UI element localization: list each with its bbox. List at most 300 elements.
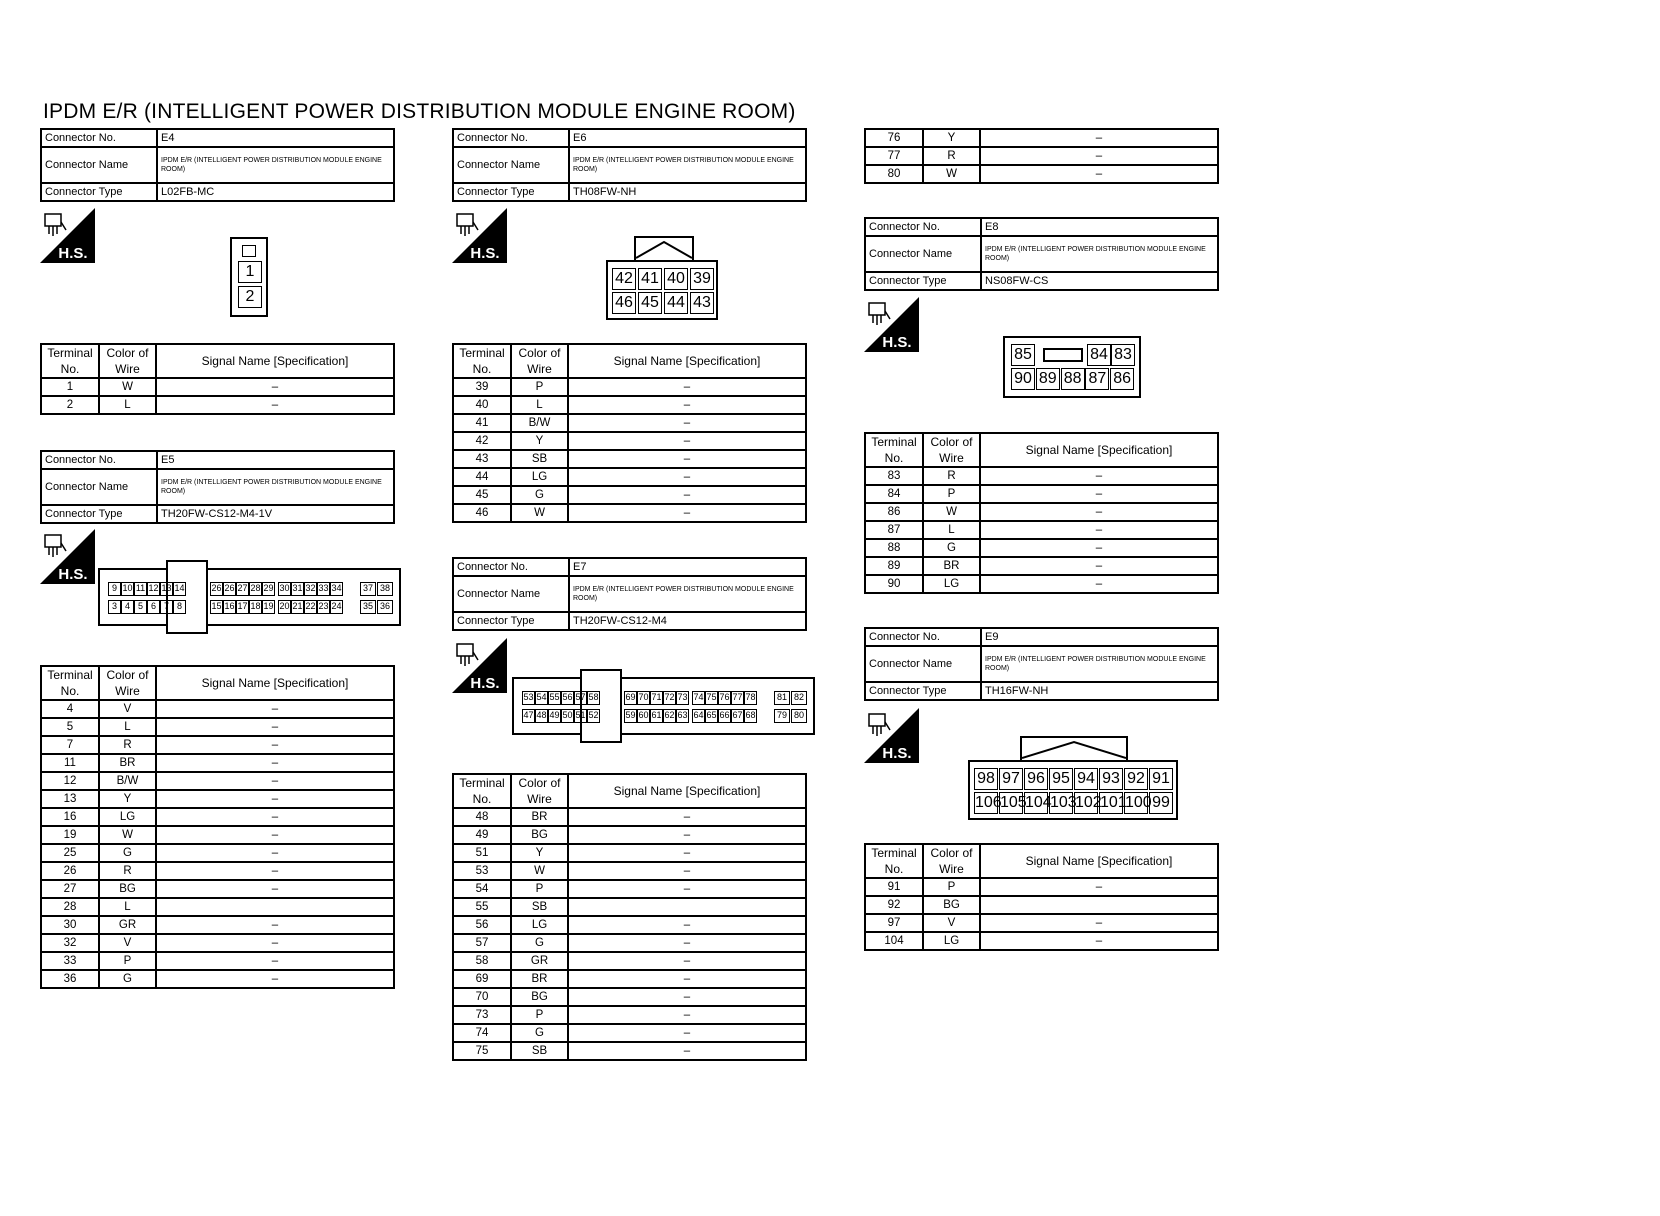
signal-name: [568, 898, 806, 916]
table-row: [453, 1024, 806, 1042]
terminal-no: 44: [453, 468, 511, 486]
signal-name: –: [156, 396, 394, 414]
signal-name: –: [568, 1042, 806, 1060]
connector-no-value: E7: [569, 558, 806, 576]
terminal-no: 58: [453, 952, 511, 970]
terminal-no: 11: [41, 754, 99, 772]
pin-cell: 6: [147, 600, 160, 614]
table-row: [865, 165, 1218, 183]
table-row: [453, 970, 806, 988]
terminal-no: 4: [41, 700, 99, 718]
pin-cell: 70: [637, 691, 650, 705]
table-row: [453, 414, 806, 432]
wire-color: BG: [511, 988, 568, 1006]
pin-cell: 54: [535, 691, 548, 705]
terminal-no: 76: [865, 129, 923, 147]
table-row: [41, 378, 394, 396]
pin-cell: 91: [1149, 768, 1173, 790]
pin-cell: 20: [278, 600, 291, 614]
connector-name-label: Connector Name: [453, 576, 569, 612]
hs-label: H.S.: [882, 334, 912, 351]
table-row: [453, 826, 806, 844]
pin-cell: 52: [587, 709, 600, 723]
signal-name-header: Signal Name [Specification]: [156, 344, 394, 378]
signal-name: –: [568, 970, 806, 988]
table-row: [41, 736, 394, 754]
wire-color: B/W: [99, 772, 156, 790]
signal-name: –: [156, 952, 394, 970]
wire-color: G: [511, 934, 568, 952]
signal-name: –: [568, 862, 806, 880]
wire-color: B/W: [511, 414, 568, 432]
table-row: [41, 826, 394, 844]
pin-cell: 60: [637, 709, 650, 723]
pin-cell: 63: [676, 709, 689, 723]
table-row: [41, 808, 394, 826]
table-row: [453, 862, 806, 880]
wire-color: BG: [923, 896, 980, 914]
pin-cell: 106: [974, 792, 998, 814]
signal-name: –: [156, 754, 394, 772]
wire-color: G: [923, 539, 980, 557]
wire-color: GR: [511, 952, 568, 970]
harness-side-icon: [452, 638, 507, 693]
table-row: [41, 862, 394, 880]
pin-cell: 66: [718, 709, 731, 723]
pin-cell: 43: [690, 292, 714, 314]
terminal-no: 12: [41, 772, 99, 790]
terminal-no: 45: [453, 486, 511, 504]
pin-cell: 11: [134, 582, 147, 596]
pin-cell: 104: [1024, 792, 1048, 814]
wire-color: LG: [923, 575, 980, 593]
signal-name: –: [980, 485, 1218, 503]
terminal-no: 75: [453, 1042, 511, 1060]
table-row: [453, 916, 806, 934]
terminal-no: 97: [865, 914, 923, 932]
table-row: [865, 914, 1218, 932]
terminal-no: 30: [41, 916, 99, 934]
signal-name: –: [568, 988, 806, 1006]
wire-color: W: [99, 378, 156, 396]
wire-color: P: [511, 1006, 568, 1024]
harness-side-icon: [452, 208, 507, 263]
connector-face-e9: [968, 760, 1178, 820]
terminal-no: 70: [453, 988, 511, 1006]
pin-cell: 12: [147, 582, 160, 596]
signal-name: –: [156, 826, 394, 844]
wire-color: Y: [511, 844, 568, 862]
wire-color: R: [99, 862, 156, 880]
wire-color: L: [99, 718, 156, 736]
terminal-no: 55: [453, 898, 511, 916]
table-row: [453, 1006, 806, 1024]
pin-cell: 47: [522, 709, 535, 723]
pin-cell: 33: [317, 582, 330, 596]
terminal-table-e8: [864, 432, 1219, 594]
terminal-no: 89: [865, 557, 923, 575]
terminal-no: 25: [41, 844, 99, 862]
terminal-table-e5: [40, 665, 395, 989]
pin-cell: 74: [692, 691, 705, 705]
table-row: [453, 504, 806, 522]
table-row: [453, 898, 806, 916]
terminal-no: 49: [453, 826, 511, 844]
pin-cell: 93: [1099, 768, 1123, 790]
wire-color: L: [99, 898, 156, 916]
pin-cell: 102: [1074, 792, 1098, 814]
table-row: [453, 844, 806, 862]
connector-no-value: E6: [569, 129, 806, 147]
pin-cell: 101: [1099, 792, 1123, 814]
table-row: [865, 896, 1218, 914]
pin-cell: 72: [663, 691, 676, 705]
connector-face-e6: [606, 260, 718, 320]
table-row: [41, 396, 394, 414]
signal-name: –: [980, 503, 1218, 521]
connector-type-label: Connector Type: [41, 183, 157, 201]
connector-type-value: L02FB-MC: [157, 183, 394, 201]
signal-name: –: [156, 844, 394, 862]
color-of-wire-header: Color of Wire: [511, 774, 568, 808]
signal-name: [156, 898, 394, 916]
signal-name: –: [980, 575, 1218, 593]
pin-cell: 35: [360, 600, 376, 614]
signal-name: –: [568, 378, 806, 396]
connector-info-e8: [864, 217, 1219, 291]
pin-cell: 3: [108, 600, 121, 614]
pin-cell: 1: [238, 261, 262, 283]
terminal-no: 87: [865, 521, 923, 539]
wire-color: V: [99, 700, 156, 718]
wire-color: SB: [511, 898, 568, 916]
terminal-no: 83: [865, 467, 923, 485]
pin-cell: 18: [249, 600, 262, 614]
table-row: [41, 700, 394, 718]
signal-name: –: [156, 378, 394, 396]
pin-cell: 38: [377, 582, 393, 596]
terminal-no-header: Terminal No.: [865, 433, 923, 467]
table-row: [453, 432, 806, 450]
signal-name: –: [568, 1024, 806, 1042]
pin-cell: 59: [624, 709, 637, 723]
table-row: [453, 468, 806, 486]
pin-cell: 51: [574, 709, 587, 723]
pin-cell: 5: [134, 600, 147, 614]
wire-color: L: [923, 521, 980, 539]
table-row: [865, 932, 1218, 950]
signal-name: –: [980, 147, 1218, 165]
pin-cell: 40: [664, 268, 688, 290]
connector-type-label: Connector Type: [453, 612, 569, 630]
connector-info-e6: [452, 128, 807, 202]
signal-name: –: [156, 808, 394, 826]
terminal-table-e6: [452, 343, 807, 523]
connector-name-label: Connector Name: [453, 147, 569, 183]
pin-cell: 83: [1111, 344, 1135, 366]
wire-color: BR: [511, 808, 568, 826]
table-row: [41, 898, 394, 916]
table-row: [453, 808, 806, 826]
connector-name-label: Connector Name: [865, 646, 981, 682]
wire-color: P: [511, 880, 568, 898]
terminal-table-e4: [40, 343, 395, 415]
pin-cell: 44: [664, 292, 688, 314]
connector-no-label: Connector No.: [41, 451, 157, 469]
wire-color: BR: [99, 754, 156, 772]
connector-no-label: Connector No.: [41, 129, 157, 147]
signal-name: –: [980, 878, 1218, 896]
pin-cell: 56: [561, 691, 574, 705]
pin-cell: 94: [1074, 768, 1098, 790]
terminal-no: 56: [453, 916, 511, 934]
pin-cell: 87: [1085, 368, 1109, 390]
pin-cell: 49: [548, 709, 561, 723]
signal-name: –: [980, 914, 1218, 932]
table-row: [41, 772, 394, 790]
table-row: [865, 521, 1218, 539]
wire-color: LG: [511, 916, 568, 934]
terminal-no: 86: [865, 503, 923, 521]
signal-name: –: [980, 165, 1218, 183]
pin-cell: 77: [731, 691, 744, 705]
terminal-no: 91: [865, 878, 923, 896]
table-row: [41, 970, 394, 988]
table-row: [865, 878, 1218, 896]
table-row: [453, 450, 806, 468]
table-row: [453, 396, 806, 414]
signal-name: –: [568, 468, 806, 486]
signal-name: –: [156, 862, 394, 880]
table-row: [41, 880, 394, 898]
wire-color: SB: [511, 450, 568, 468]
pin-cell: 61: [650, 709, 663, 723]
signal-name: –: [568, 808, 806, 826]
terminal-no: 80: [865, 165, 923, 183]
wire-color: W: [511, 504, 568, 522]
terminal-no-header: Terminal No.: [453, 774, 511, 808]
table-row: [41, 718, 394, 736]
terminal-table-e7: [452, 773, 807, 1061]
terminal-no: 53: [453, 862, 511, 880]
connector-info-e4: [40, 128, 395, 202]
wire-color: P: [511, 378, 568, 396]
connector-no-value: E5: [157, 451, 394, 469]
signal-name: –: [568, 396, 806, 414]
terminal-no: 54: [453, 880, 511, 898]
connector-face-e7: [512, 677, 815, 735]
wire-color: Y: [923, 129, 980, 147]
wire-color: LG: [511, 468, 568, 486]
table-row: [865, 575, 1218, 593]
wire-color: W: [923, 165, 980, 183]
signal-name: –: [568, 952, 806, 970]
signal-name-header: Signal Name [Specification]: [568, 774, 806, 808]
signal-name: –: [568, 934, 806, 952]
table-row: [865, 129, 1218, 147]
terminal-no: 32: [41, 934, 99, 952]
terminal-no: 77: [865, 147, 923, 165]
signal-name-header: Signal Name [Specification]: [156, 666, 394, 700]
signal-name: [980, 896, 1218, 914]
table-row: [865, 557, 1218, 575]
pin-cell: 24: [330, 600, 343, 614]
terminal-no-header: Terminal No.: [41, 666, 99, 700]
pin-cell: 73: [676, 691, 689, 705]
signal-name: –: [980, 557, 1218, 575]
pin-cell: 89: [1036, 368, 1060, 390]
pin-cell: 26: [223, 582, 236, 596]
terminal-no: 69: [453, 970, 511, 988]
signal-name: –: [156, 718, 394, 736]
wire-color: P: [923, 878, 980, 896]
pin-cell: 41: [638, 268, 662, 290]
terminal-table-e9: [864, 843, 1219, 951]
terminal-no: 88: [865, 539, 923, 557]
wire-color: V: [923, 914, 980, 932]
wire-color: BG: [511, 826, 568, 844]
pin-cell: 68: [744, 709, 757, 723]
table-row: [41, 844, 394, 862]
pin-cell: 46: [612, 292, 636, 314]
pin-cell: 76: [718, 691, 731, 705]
connector-no-value: E4: [157, 129, 394, 147]
terminal-no: 16: [41, 808, 99, 826]
pin-cell: 31: [291, 582, 304, 596]
pin-cell: 45: [638, 292, 662, 314]
terminal-no-header: Terminal No.: [453, 344, 511, 378]
hs-label: H.S.: [882, 745, 912, 762]
wire-color: G: [511, 486, 568, 504]
signal-name-header: Signal Name [Specification]: [980, 844, 1218, 878]
pin-cell: 32: [304, 582, 317, 596]
pin-cell: 15: [210, 600, 223, 614]
hs-label: H.S.: [58, 245, 88, 262]
pin-cell: 50: [561, 709, 574, 723]
connector-type-label: Connector Type: [865, 272, 981, 290]
signal-name: –: [156, 970, 394, 988]
connector-type-label: Connector Type: [865, 682, 981, 700]
pin-cell: 36: [377, 600, 393, 614]
terminal-no: 5: [41, 718, 99, 736]
signal-name: –: [156, 700, 394, 718]
pin-cell: 99: [1149, 792, 1173, 814]
hs-label: H.S.: [470, 675, 500, 692]
signal-name: –: [156, 736, 394, 754]
pin-cell: 10: [121, 582, 134, 596]
wire-color: GR: [99, 916, 156, 934]
pin-cell: 26: [210, 582, 223, 596]
connector-no-value: E9: [981, 628, 1218, 646]
color-of-wire-header: Color of Wire: [511, 344, 568, 378]
signal-name: –: [156, 790, 394, 808]
signal-name-header: Signal Name [Specification]: [980, 433, 1218, 467]
signal-name: –: [980, 467, 1218, 485]
wire-color: R: [923, 147, 980, 165]
pin-cell: 88: [1061, 368, 1085, 390]
harness-side-icon: [864, 297, 919, 352]
terminal-no: 73: [453, 1006, 511, 1024]
pin-cell: 37: [360, 582, 376, 596]
wire-color: SB: [511, 1042, 568, 1060]
pin-cell: 13: [160, 582, 173, 596]
pin-cell: 90: [1011, 368, 1035, 390]
wire-color: G: [99, 844, 156, 862]
harness-side-icon: [864, 708, 919, 763]
pin-cell: 105: [999, 792, 1023, 814]
terminal-no: 7: [41, 736, 99, 754]
table-row: [41, 934, 394, 952]
pin-cell: 30: [278, 582, 291, 596]
connector-info-e9: [864, 627, 1219, 701]
pin-cell: 84: [1087, 344, 1111, 366]
terminal-no: 104: [865, 932, 923, 950]
signal-name: –: [568, 844, 806, 862]
pin-cell: 65: [705, 709, 718, 723]
connector-name-value: IPDM E/R (INTELLIGENT POWER DISTRIBUTION MODULE ENGINE ROOM): [569, 576, 806, 612]
pin-cell: 55: [548, 691, 561, 705]
table-row: [865, 467, 1218, 485]
wire-color: LG: [923, 932, 980, 950]
table-row: [41, 754, 394, 772]
pin-cell: 103: [1049, 792, 1073, 814]
terminal-no-header: Terminal No.: [865, 844, 923, 878]
pin-cell: 100: [1124, 792, 1148, 814]
signal-name: –: [568, 504, 806, 522]
wire-color: V: [99, 934, 156, 952]
pin-cell: 14: [173, 582, 186, 596]
pin-cell: 16: [223, 600, 236, 614]
color-of-wire-header: Color of Wire: [99, 666, 156, 700]
pin-cell: 39: [690, 268, 714, 290]
pin-cell: 95: [1049, 768, 1073, 790]
terminal-no: 26: [41, 862, 99, 880]
connector-face-e4: [230, 237, 268, 317]
terminal-no: 19: [41, 826, 99, 844]
wire-color: P: [923, 485, 980, 503]
terminal-no: 92: [865, 896, 923, 914]
connector-name-value: IPDM E/R (INTELLIGENT POWER DISTRIBUTION MODULE ENGINE ROOM): [157, 469, 394, 505]
pin-cell: 79: [774, 709, 790, 723]
wire-color: L: [511, 396, 568, 414]
signal-name: –: [568, 450, 806, 468]
signal-name: –: [980, 129, 1218, 147]
terminal-no-header: Terminal No.: [41, 344, 99, 378]
wire-color: G: [99, 970, 156, 988]
wire-color: R: [923, 467, 980, 485]
signal-name: –: [568, 826, 806, 844]
wire-color: R: [99, 736, 156, 754]
signal-name: –: [156, 916, 394, 934]
pin-cell: 62: [663, 709, 676, 723]
pin-cell: 28: [249, 582, 262, 596]
wire-color: BR: [923, 557, 980, 575]
connector-no-label: Connector No.: [865, 218, 981, 236]
pin-cell: 22: [304, 600, 317, 614]
pin-cell: 81: [774, 691, 790, 705]
wire-color: W: [923, 503, 980, 521]
pin-cell: 23: [317, 600, 330, 614]
signal-name: –: [568, 414, 806, 432]
terminal-no: 27: [41, 880, 99, 898]
terminal-no: 1: [41, 378, 99, 396]
signal-name: –: [568, 916, 806, 934]
signal-name: –: [568, 880, 806, 898]
connector-no-value: E8: [981, 218, 1218, 236]
table-row: [41, 916, 394, 934]
wire-color: P: [99, 952, 156, 970]
pin-cell: 71: [650, 691, 663, 705]
